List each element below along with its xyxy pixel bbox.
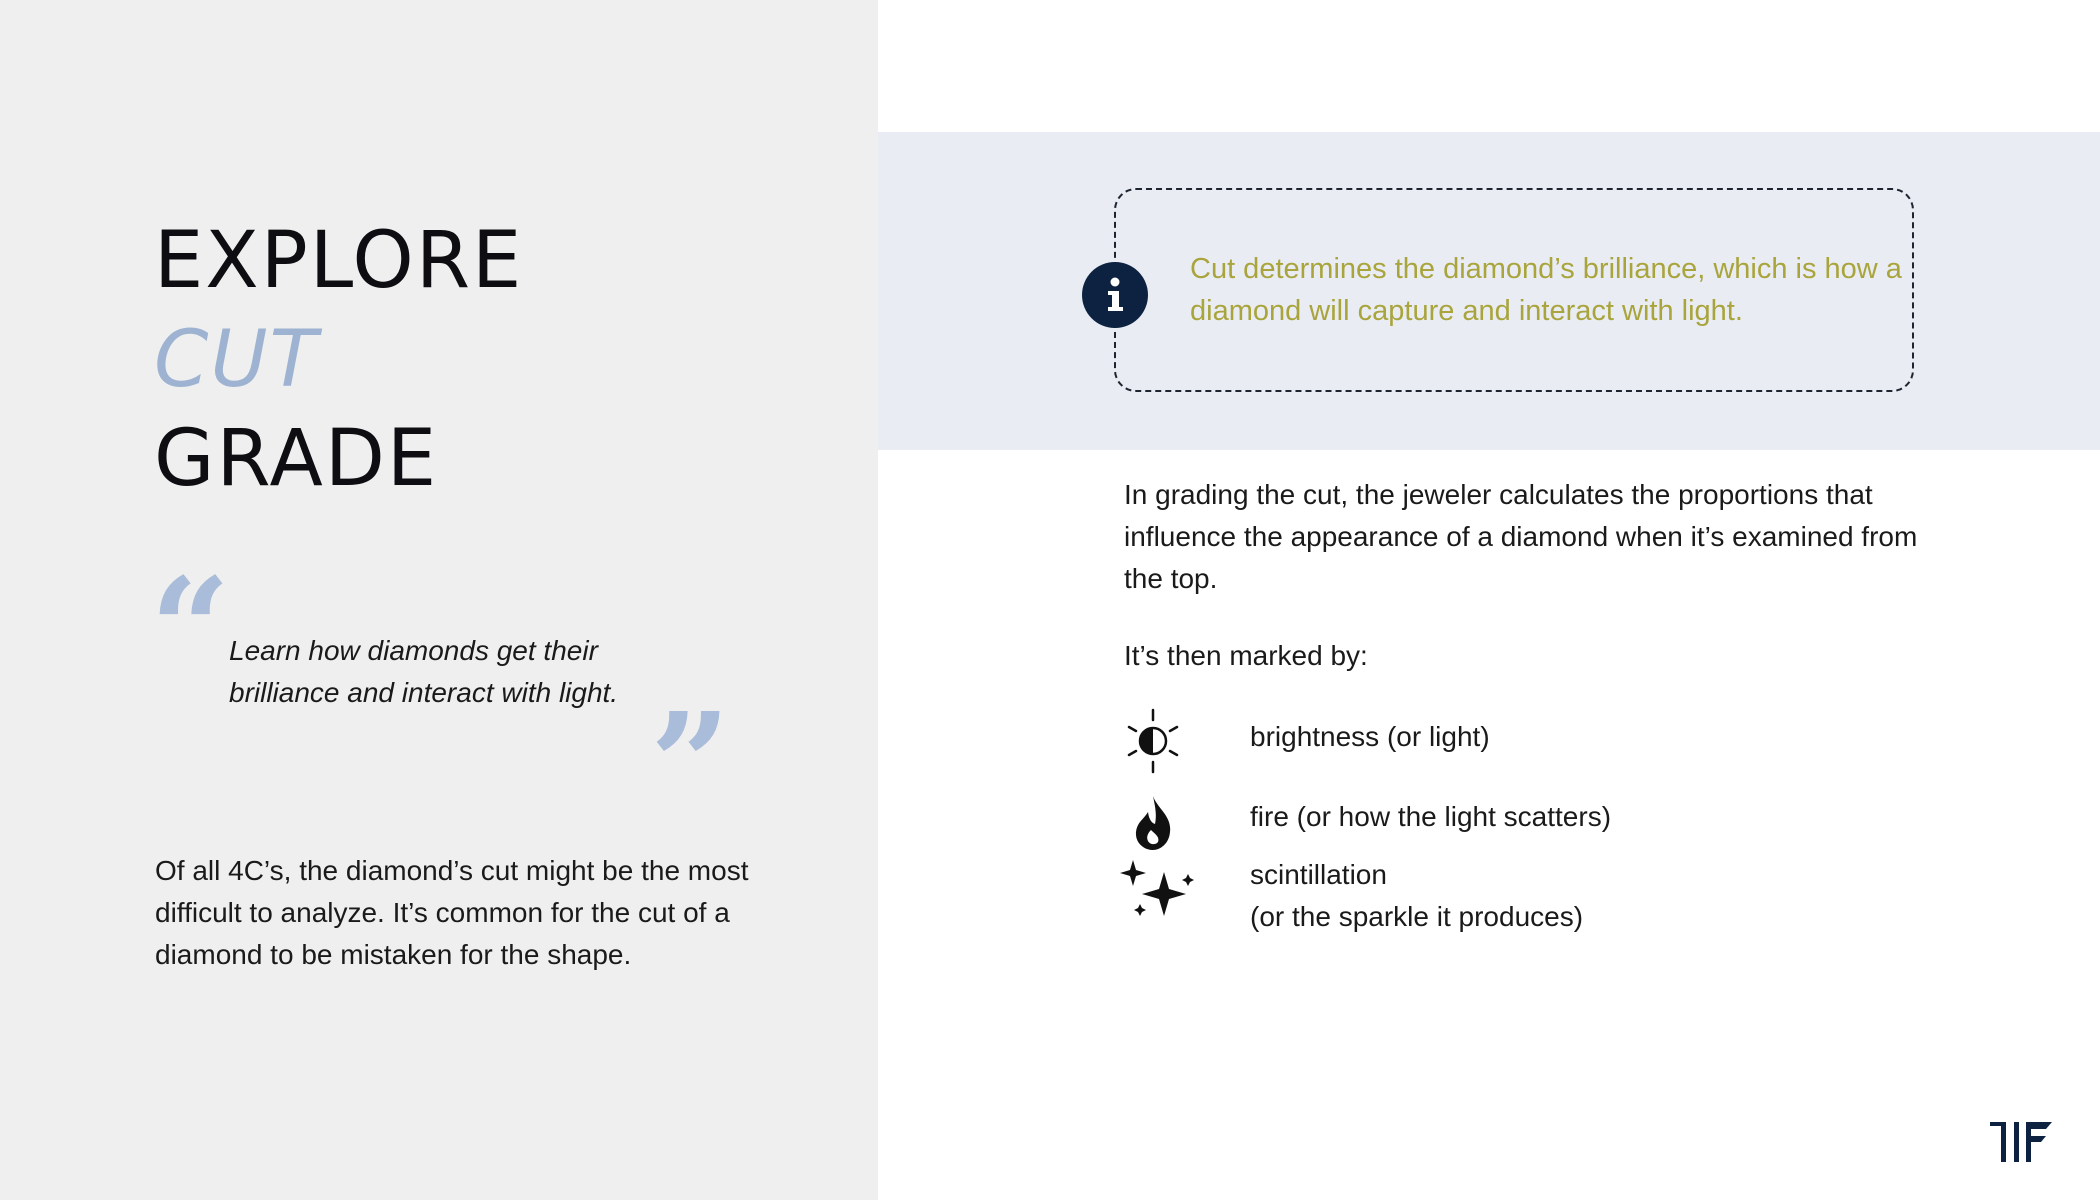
criterion-scintillation-line2: (or the sparkle it produces) [1250,901,1584,932]
criterion-scintillation [1120,858,1820,948]
grading-paragraph: In grading the cut, the jeweler calculates the proportions that influence the appearance of a diamond when it’s examined from the top. [1124,479,1918,594]
page-title [154,212,523,509]
callout-text: Cut determines the diamond’s brilliance, which is how a diamond will capture and interact with light. [1190,253,1902,327]
criterion-fire [1120,780,1820,870]
open-quote-icon [150,560,210,624]
intro-paragraph: Of all 4C’s, the diamond’s cut might be the most difficult to analyze. It’s common for the cut of a diamond to be mistaken for the shape. [155,855,749,970]
criterion-brightness-label: brightness (or light) [1250,721,1490,752]
title-line-explore: EXPLORE [154,216,524,306]
info-icon [1082,262,1148,328]
marked-by-label: It’s then marked by: [1124,640,1368,671]
left-panel [0,0,878,1200]
criterion-scintillation-line1: scintillation [1250,859,1387,890]
brightness-icon [1120,708,1186,779]
close-quote-icon [650,695,710,759]
criterion-brightness [1120,700,1820,790]
sparkle-icon [1120,860,1196,931]
quote-text: Learn how diamonds get their brilliance and interact with light. [229,635,619,708]
title-line-grade: GRADE [154,414,439,504]
brand-logo [1990,1120,2054,1164]
criterion-fire-label: fire (or how the light scatters) [1250,801,1612,832]
flame-icon [1120,790,1186,861]
title-line-cut: CUT [154,315,320,405]
